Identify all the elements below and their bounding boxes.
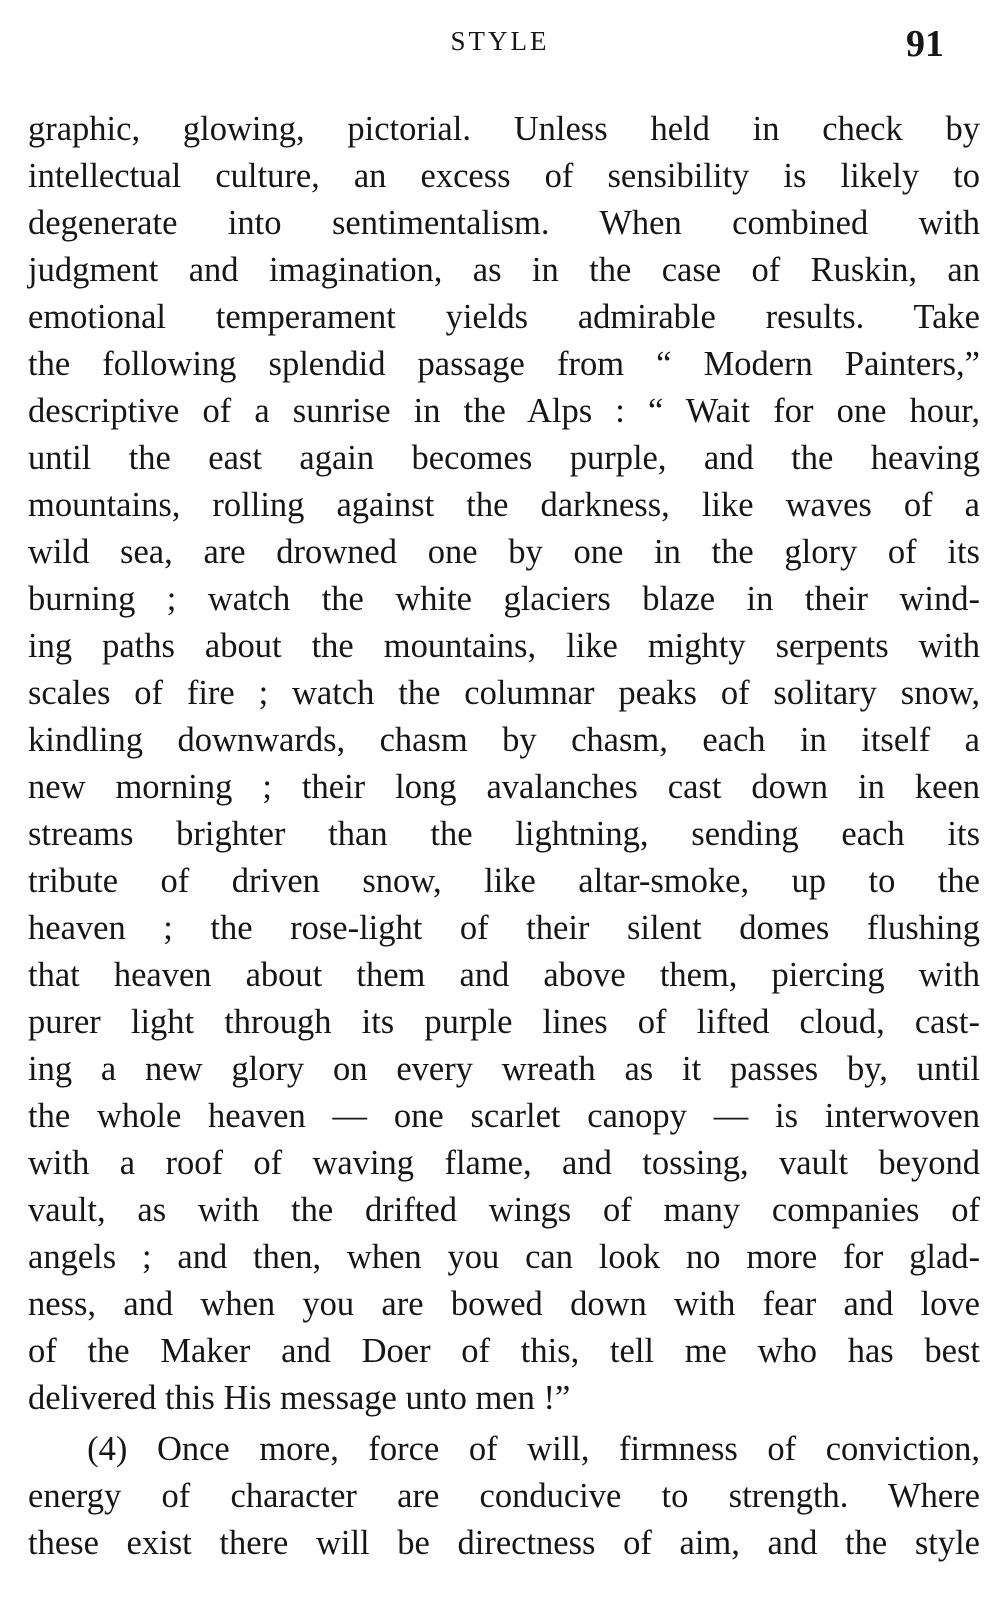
text-line: purer light through its purple lines of lifted cloud, cast-: [28, 1003, 980, 1041]
text-line: ness, and when you are bowed down with fear and love: [28, 1285, 980, 1323]
text-line: energy of character are conducive to strength. Where: [28, 1477, 980, 1515]
text-line: of the Maker and Doer of this, tell me who has best: [28, 1332, 980, 1370]
text-line: the following splendid passage from “ Modern Painters,”: [28, 345, 980, 383]
text-line: kindling downwards, chasm by chasm, each in itself a: [28, 721, 980, 759]
text-line: angels ; and then, when you can look no more for glad-: [28, 1238, 980, 1276]
text-line: (4) Once more, force of will, firmness of conviction,: [28, 1430, 980, 1468]
text-line: degenerate into sentimentalism. When combined with: [28, 204, 980, 242]
text-line: heaven ; the rose-light of their silent domes flushing: [28, 909, 980, 947]
text-line: descriptive of a sunrise in the Alps : “ Wait for one hour,: [28, 392, 980, 430]
text-line: these exist there will be directness of aim, and the style: [28, 1524, 980, 1562]
text-line: vault, as with the drifted wings of many companies of: [28, 1191, 980, 1229]
text-line: new morning ; their long avalanches cast down in keen: [28, 768, 980, 806]
text-line: graphic, glowing, pictorial. Unless held in check by: [28, 110, 980, 148]
page-number: 91: [906, 23, 944, 65]
text-line: mountains, rolling against the darkness, like waves of a: [28, 486, 980, 524]
text-line: the whole heaven — one scarlet canopy — is interwoven: [28, 1097, 980, 1135]
text-line: ing paths about the mountains, like mighty serpents with: [28, 627, 980, 665]
text-line: delivered this His message unto men !”: [28, 1379, 571, 1417]
text-line: that heaven about them and above them, piercing with: [28, 956, 980, 994]
text-line: judgment and imagination, as in the case of Ruskin, an: [28, 251, 980, 289]
text-line: tribute of driven snow, like altar-smoke, up to the: [28, 862, 980, 900]
text-line: emotional temperament yields admirable results. Take: [28, 298, 980, 336]
text-line: wild sea, are drowned one by one in the glory of its: [28, 533, 980, 571]
text-line: with a roof of waving flame, and tossing, vault beyond: [28, 1144, 980, 1182]
page-header: [0, 22, 1000, 72]
text-line: scales of fire ; watch the columnar peaks of solitary snow,: [28, 674, 980, 712]
text-line: until the east again becomes purple, and the heaving: [28, 439, 980, 477]
text-line: streams brighter than the lightning, sending each its: [28, 815, 980, 853]
running-title: STYLE: [450, 26, 550, 56]
text-line: intellectual culture, an excess of sensibility is likely to: [28, 157, 980, 195]
text-line: burning ; watch the white glaciers blaze in their wind-: [28, 580, 980, 618]
text-line: ing a new glory on every wreath as it passes by, until: [28, 1050, 980, 1088]
body-text: [28, 106, 980, 1567]
